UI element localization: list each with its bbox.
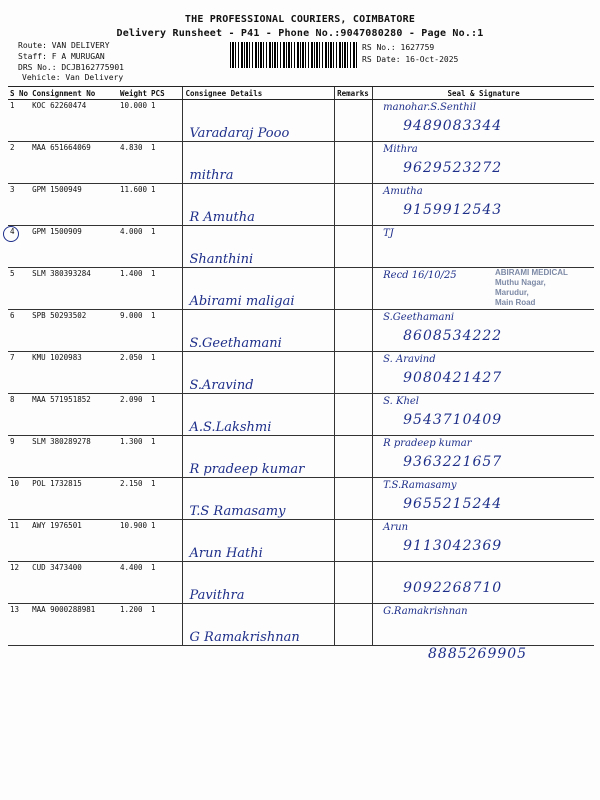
table-row (8, 436, 594, 478)
row-weight: 1.400 (118, 268, 149, 310)
row-sno: 12 (8, 562, 30, 604)
row-consignment: SLM 380393284 (30, 268, 118, 310)
row-4-circle-mark (3, 226, 19, 242)
row-remarks (335, 226, 373, 268)
row-weight: 1.200 (118, 604, 149, 646)
row-consignee-cell (183, 478, 335, 520)
row-sno: 5 (8, 268, 30, 310)
row-signature-cell (373, 478, 594, 520)
consignee-name: Shanthini (189, 252, 254, 267)
row-pcs: 1 (149, 478, 183, 520)
row-pcs: 1 (149, 436, 183, 478)
row-signature-cell (373, 394, 594, 436)
signature: TJ (383, 228, 394, 239)
seal-stamp (495, 268, 600, 328)
table-row (8, 184, 594, 226)
row-remarks (335, 100, 373, 142)
consignee-name: Abirami maligai (189, 294, 295, 309)
barcode (230, 42, 358, 68)
signature: T.S.Ramasamy (383, 480, 457, 491)
row-consignment: GPM 1500909 (30, 226, 118, 268)
drs-number: DRS No.: DCJB162775901 (18, 63, 124, 72)
row-pcs: 1 (149, 268, 183, 310)
row-consignee-cell (183, 436, 335, 478)
row-consignee-cell (183, 520, 335, 562)
consignee-name: Varadaraj Pooo (189, 126, 290, 141)
row-consignment: MAA 9000288981 (30, 604, 118, 646)
col-pcs: PCS (149, 87, 183, 100)
row-sno: 8 (8, 394, 30, 436)
signature: Mithra (383, 144, 418, 155)
row-pcs: 1 (149, 352, 183, 394)
vehicle-label: Vehicle: Van Delivery (22, 73, 124, 82)
consignee-name: Pavithra (189, 588, 245, 603)
consignee-name: R Amutha (189, 210, 255, 225)
row-weight: 4.400 (118, 562, 149, 604)
consignee-name: T.S Ramasamy (189, 504, 286, 519)
row-sno: 2 (8, 142, 30, 184)
row-weight: 4.830 (118, 142, 149, 184)
route-label: Route: VAN DELIVERY (18, 41, 110, 50)
row-pcs: 1 (149, 394, 183, 436)
row-pcs: 1 (149, 142, 183, 184)
consignee-name: S.Geethamani (189, 336, 282, 351)
row-weight: 11.600 (118, 184, 149, 226)
table-row (8, 352, 594, 394)
receiver-phone: 9655215244 (403, 496, 503, 512)
row-sno: 4 (8, 226, 30, 268)
table-row (8, 100, 594, 142)
table-row (8, 478, 594, 520)
row-consignment: AWY 1976501 (30, 520, 118, 562)
col-remarks: Remarks (335, 87, 373, 100)
row-consignee-cell (183, 562, 335, 604)
row-consignment: KOC 62260474 (30, 100, 118, 142)
row-consignee-cell (183, 604, 335, 646)
row-pcs: 1 (149, 226, 183, 268)
row-signature-cell (373, 142, 594, 184)
receiver-phone: 9113042369 (403, 538, 503, 554)
receiver-phone: 9489083344 (403, 118, 503, 134)
row-weight: 10.900 (118, 520, 149, 562)
row-remarks (335, 142, 373, 184)
table-row (8, 604, 594, 646)
row-sno: 1 (8, 100, 30, 142)
table-row (8, 520, 594, 562)
company-title: THE PROFESSIONAL COURIERS, COIMBATORE (184, 14, 416, 25)
row-remarks (335, 394, 373, 436)
row-consignment: MAA 571951852 (30, 394, 118, 436)
row-remarks (335, 268, 373, 310)
consignee-name: mithra (189, 168, 234, 183)
receiver-phone: 9159912543 (403, 202, 503, 218)
row-pcs: 1 (149, 100, 183, 142)
signature: manohar.S.Senthil (383, 102, 477, 113)
staff-label: Staff: F A MURUGAN (18, 52, 105, 61)
col-consignment: Consignment No (30, 87, 118, 100)
rs-date: RS Date: 16-Oct-2025 (362, 55, 459, 64)
row-consignee-cell (183, 184, 335, 226)
stamp-line: Muthu Nagar, (495, 278, 546, 287)
table-row (8, 142, 594, 184)
row-signature-cell (373, 352, 594, 394)
row-sno: 13 (8, 604, 30, 646)
row-weight: 10.000 (118, 100, 149, 142)
row-signature-cell (373, 520, 594, 562)
signature: Recd 16/10/25 (383, 270, 457, 281)
row-remarks (335, 436, 373, 478)
consignee-name: Arun Hathi (189, 546, 263, 561)
row-sno: 9 (8, 436, 30, 478)
row-consignee-cell (183, 226, 335, 268)
row-sno: 6 (8, 310, 30, 352)
table-row (8, 394, 594, 436)
row-sno: 7 (8, 352, 30, 394)
row-weight: 2.150 (118, 478, 149, 520)
row-remarks (335, 352, 373, 394)
row-consignment: SPB 50293502 (30, 310, 118, 352)
consignee-name: S.Aravind (189, 378, 254, 393)
row-consignment: SLM 380289278 (30, 436, 118, 478)
stamp-line: Main Road (495, 298, 536, 307)
receiver-phone: 9363221657 (403, 454, 503, 470)
stamp-line: Marudur, (495, 288, 529, 297)
row-consignee-cell (183, 268, 335, 310)
row-pcs: 1 (149, 604, 183, 646)
row-sno: 3 (8, 184, 30, 226)
row-pcs: 1 (149, 520, 183, 562)
row-weight: 2.050 (118, 352, 149, 394)
signature: S. Khel (383, 396, 420, 407)
row-pcs: 1 (149, 562, 183, 604)
row-sno: 11 (8, 520, 30, 562)
runsheet-subtitle: Delivery Runsheet - P41 - Phone No.:9047080280 - Page No.:1 (116, 28, 484, 39)
row-signature-cell (373, 226, 594, 268)
row-consignee-cell (183, 394, 335, 436)
receiver-phone: 9543710409 (403, 412, 503, 428)
row-consignment: CUD 3473400 (30, 562, 118, 604)
row-pcs: 1 (149, 184, 183, 226)
table-row (8, 562, 594, 604)
row-consignee-cell (183, 142, 335, 184)
row-signature-cell (373, 562, 594, 604)
row-consignee-cell (183, 100, 335, 142)
row-remarks (335, 604, 373, 646)
runsheet-table (8, 86, 594, 646)
row-consignment: POL 1732815 (30, 478, 118, 520)
consignee-name: R pradeep kumar (189, 462, 305, 477)
rs-info (362, 42, 458, 66)
col-signature: Seal & Signature (373, 87, 594, 100)
row-consignment: MAA 651664069 (30, 142, 118, 184)
col-consignee: Consignee Details (183, 87, 335, 100)
consignee-name: A.S.Lakshmi (189, 420, 272, 435)
table-header-row (8, 87, 594, 100)
signature: R pradeep kumar (383, 438, 472, 449)
receiver-phone: 9092268710 (403, 580, 503, 596)
row-signature-cell (373, 436, 594, 478)
row-remarks (335, 562, 373, 604)
row-weight: 9.000 (118, 310, 149, 352)
row-consignment: KMU 1020983 (30, 352, 118, 394)
row-consignee-cell (183, 352, 335, 394)
row-consignee-cell (183, 310, 335, 352)
row-remarks (335, 310, 373, 352)
signature: S.Geethamani (383, 312, 455, 323)
row-signature-cell (373, 184, 594, 226)
row-signature-cell (373, 604, 594, 646)
col-sno: S No (10, 88, 29, 98)
row-weight: 1.300 (118, 436, 149, 478)
receiver-phone: 9080421427 (403, 370, 503, 386)
row-remarks (335, 184, 373, 226)
receiver-phone: 8608534222 (403, 328, 503, 344)
table-row (8, 226, 594, 268)
stamp-name: ABIRAMI MEDICAL (495, 268, 568, 277)
receiver-phone: 9629523272 (403, 160, 503, 176)
signature: Arun (383, 522, 409, 533)
row-weight: 2.090 (118, 394, 149, 436)
col-weight: Weight (119, 88, 148, 98)
row-signature-cell (373, 100, 594, 142)
row-remarks (335, 520, 373, 562)
rs-number: RS No.: 1627759 (362, 43, 435, 52)
row-remarks (335, 478, 373, 520)
row-weight: 4.000 (118, 226, 149, 268)
row-sno: 10 (8, 478, 30, 520)
consignee-name: G Ramakrishnan (189, 630, 300, 645)
signature: S. Aravind (383, 354, 436, 365)
extra-phone: 8885269905 (428, 646, 528, 662)
row-consignment: GPM 1500949 (30, 184, 118, 226)
signature: G.Ramakrishnan (383, 606, 468, 617)
signature: Amutha (383, 186, 423, 197)
row-pcs: 1 (149, 310, 183, 352)
